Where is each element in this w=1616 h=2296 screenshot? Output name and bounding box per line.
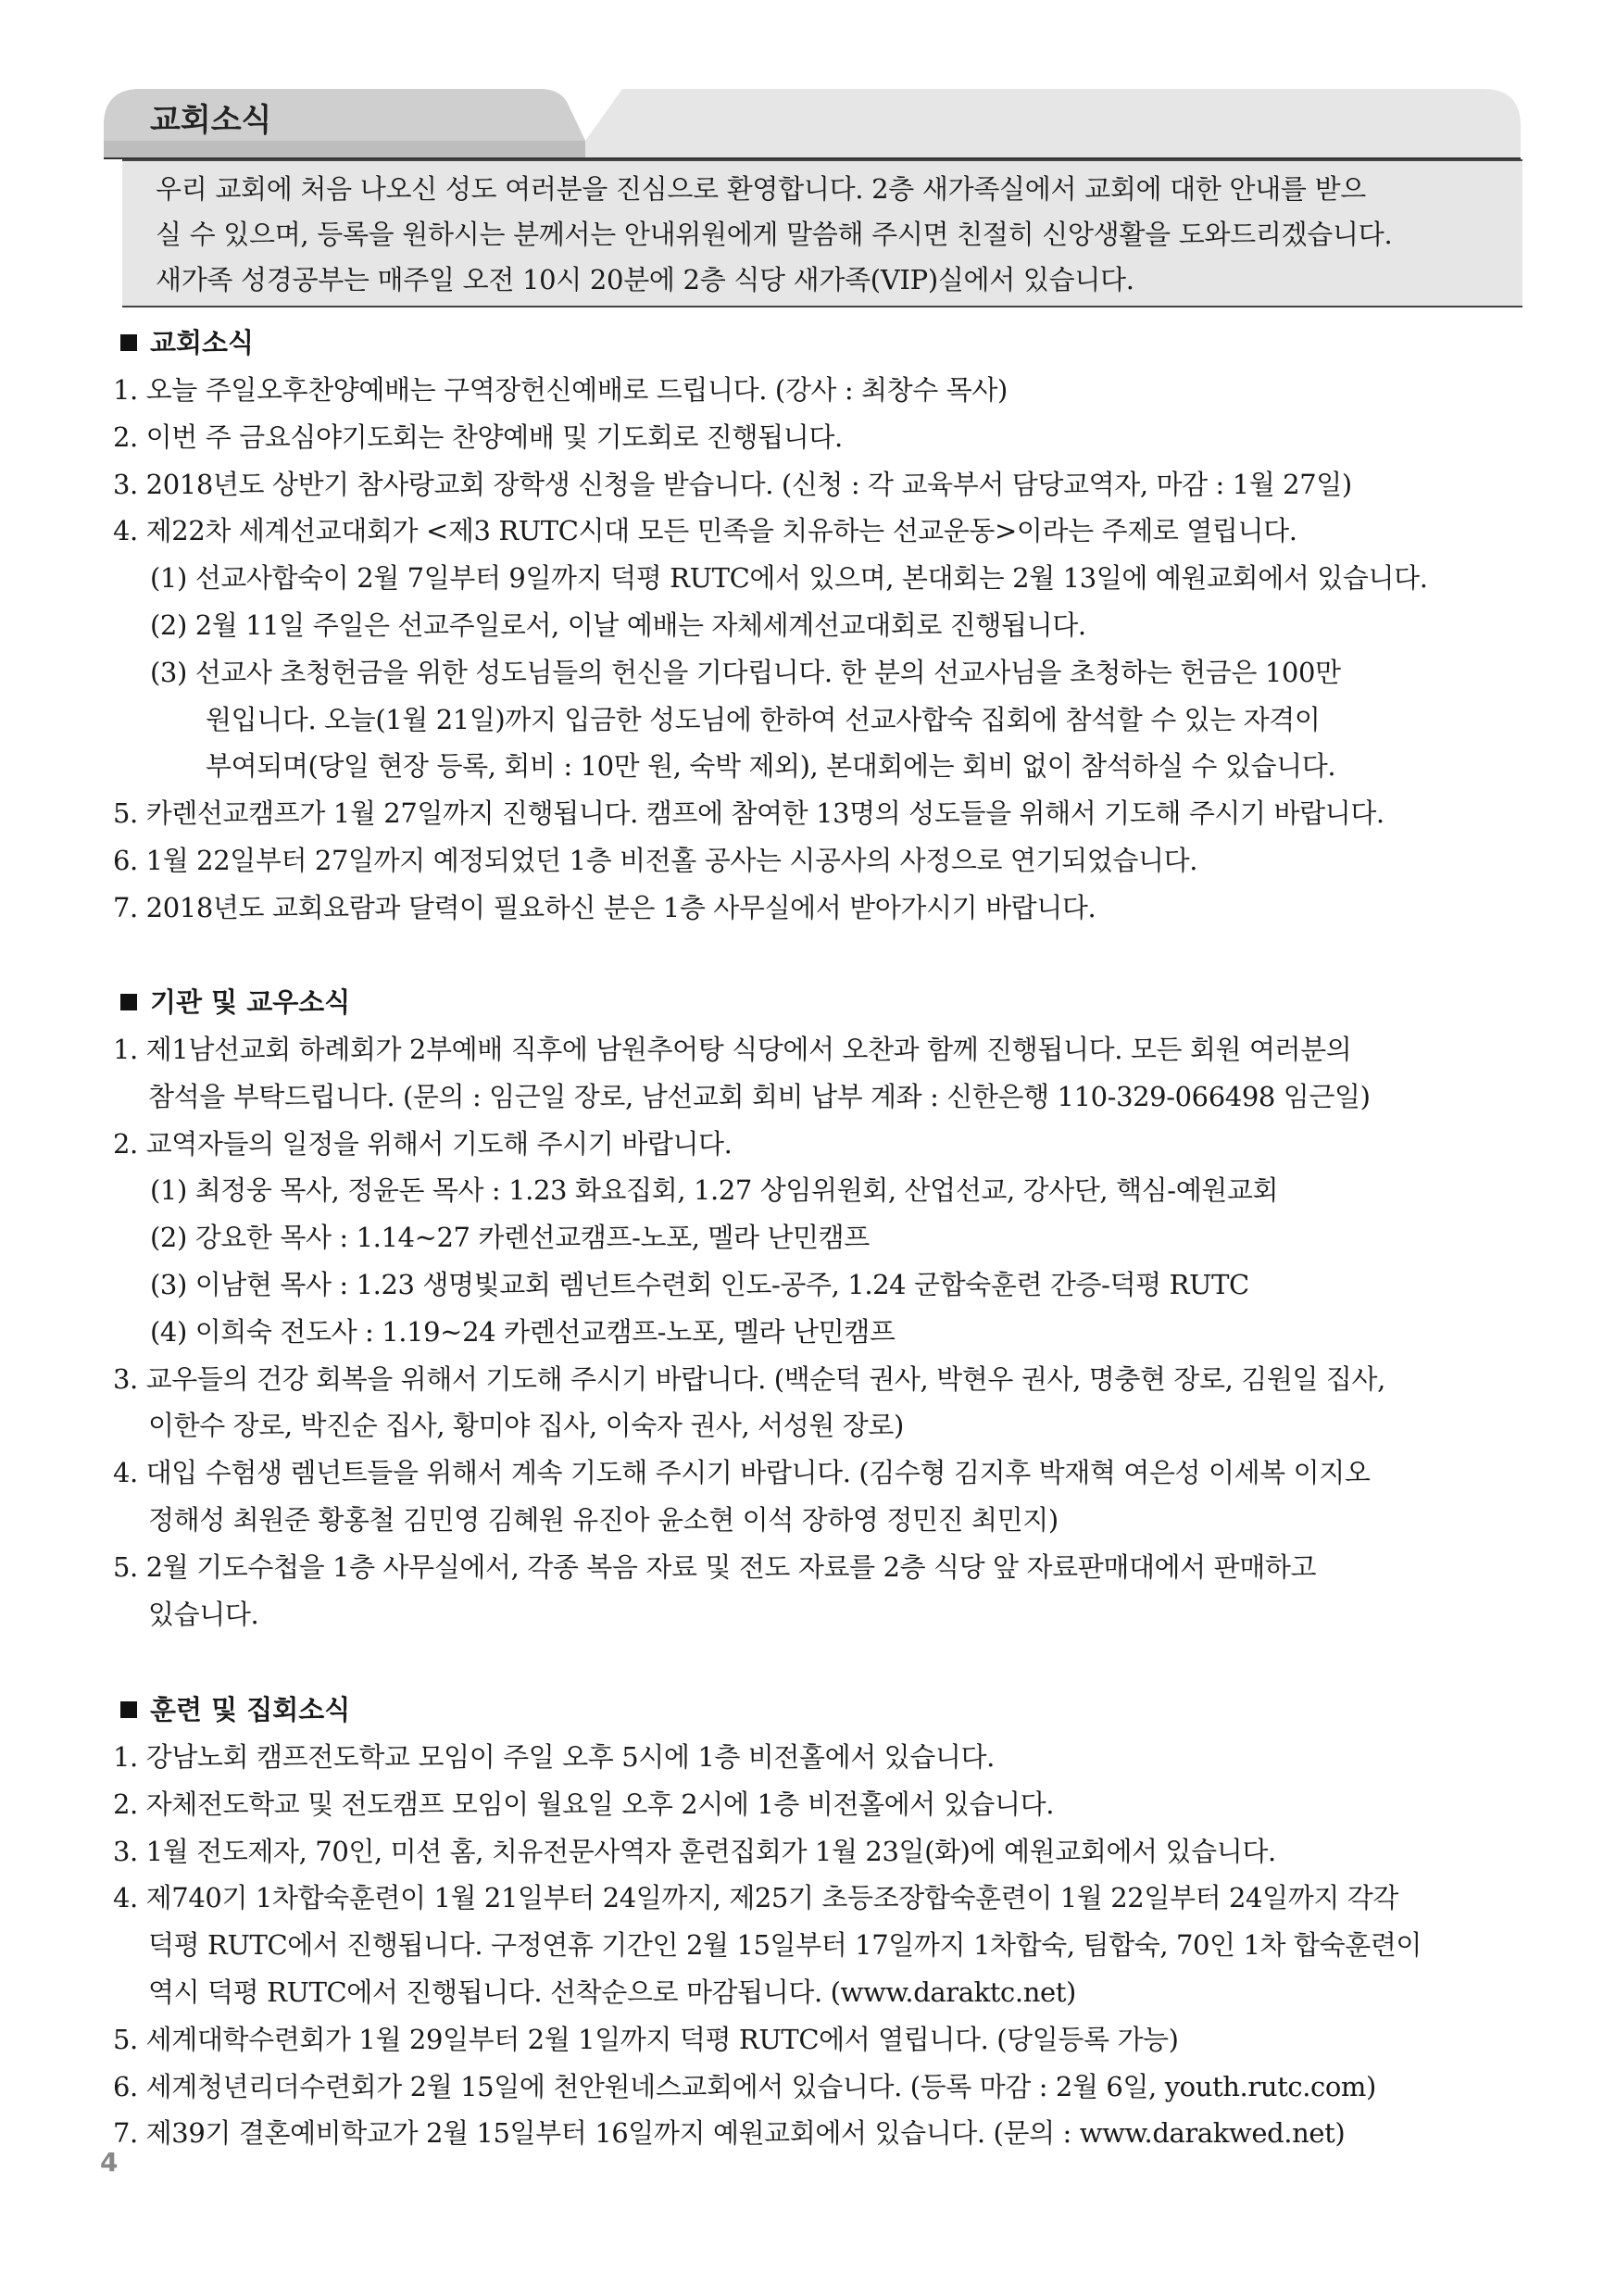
section-title: 교회소식 [150,327,255,358]
list-item: 1. 강남노회 캠프전도학교 모임이 주일 오후 5시에 1층 비전홀에서 있습니다. [113,1741,995,1773]
section-title: 기관 및 교우소식 [150,986,351,1018]
list-item-continued: 있습니다. [148,1598,259,1630]
list-subitem: (1) 최정웅 목사, 정윤돈 목사 : 1.23 화요집회, 1.27 상임위원회, 산업선교, 강사단, 핵심-예원교회 [150,1174,1279,1207]
section-training-news [113,1686,1558,2157]
section-heading [113,319,1558,367]
page-title: 교회소식 [150,102,272,139]
list-subitem: (4) 이희숙 전도사 : 1.19~24 카렌선교캠프-노포, 멜라 난민캠프 [150,1315,896,1348]
list-item-continued: 덕평 RUTC에서 진행됩니다. 구정연휴 기간인 2월 15일부터 17일까지 1차합숙, 팀합숙, 70인 1차 합숙훈련이 [148,1929,1422,1962]
list-subitem: (2) 강요한 목사 : 1.14~27 카렌선교캠프-노포, 멜라 난민캠프 [150,1222,870,1254]
intro-line: 새가족 성경공부는 매주일 오전 10시 20분에 2층 식당 새가족(VIP)실에서 있습니다. [156,264,1134,295]
list-item: 6. 세계청년리더수련회가 2월 15일에 천안원네스교회에서 있습니다. (등록 마감 : 2월 6일, youth.rutc.com) [113,2070,1376,2102]
list-item: 7. 2018년도 교회요람과 달력이 필요하신 분은 1층 사무실에서 받아가시기 바랍니다. [113,891,1096,923]
list-subitem-continued: 부여되며(당일 현장 등록, 회비 : 10만 원, 숙박 제외), 본대회에는 회비 없이 참석하실 수 있습니다. [206,750,1336,783]
page-number: 4 [100,2147,119,2177]
list-item: 2. 교역자들의 일정을 위해서 기도해 주시기 바랍니다. [113,1127,733,1160]
list-subitem-continued: 원입니다. 오늘(1월 21일)까지 입금한 성도님에 한하여 선교사합숙 집회에 참석할 수 있는 자격이 [206,703,1321,735]
list-item: 3. 2018년도 상반기 참사랑교회 장학생 신청을 받습니다. (신청 : 각 교육부서 담당교역자, 마감 : 1월 27일) [113,468,1352,500]
section-heading [113,1686,1558,1734]
list-item-continued: 이한수 장로, 박진순 집사, 황미야 집사, 이숙자 권사, 서성원 장로) [148,1410,904,1442]
header-tab-shape [104,85,1521,159]
list-item: 6. 1월 22일부터 27일까지 예정되었던 1층 비전홀 공사는 시공사의 사정으로 연기되었습니다. [113,844,1198,876]
list-item: 2. 자체전도학교 및 전도캠프 모임이 월요일 오후 2시에 1층 비전홀에서 있습니다. [113,1788,1055,1820]
list-item: 1. 오늘 주일오후찬양예배는 구역장헌신예배로 드립니다. (강사 : 최창수 목사) [113,374,1008,406]
list-item: 4. 제740기 1차합숙훈련이 1월 21일부터 24일까지, 제25기 초등조장합숙훈련이 1월 22일부터 24일까지 각각 [113,1882,1398,1914]
list-item: 5. 2월 기도수첩을 1층 사무실에서, 각종 복음 자료 및 전도 자료를 2층 식당 앞 자료판매대에서 판매하고 [113,1550,1317,1583]
list-item: 4. 대입 수험생 렘넌트들을 위해서 계속 기도해 주시기 바랍니다. (김수형 김지후 박재혁 여은성 이세복 이지오 [113,1457,1371,1489]
list-item: 4. 제22차 세계선교대회가 <제3 RUTC시대 모든 민족을 치유하는 선교운동>이라는 주제로 열립니다. [113,515,1297,547]
list-item: 7. 제39기 결혼예비학교가 2월 15일부터 16일까지 예원교회에서 있습니다. (문의 : www.darakwed.net) [113,2117,1346,2150]
welcome-notice-box [122,159,1522,307]
list-subitem: (1) 선교사합숙이 2월 7일부터 9일까지 덕평 RUTC에서 있으며, 본대회는 2월 13일에 예원교회에서 있습니다. [150,562,1428,595]
intro-line: 우리 교회에 처음 나오신 성도 여러분을 진심으로 환영합니다. 2층 새가족실에서 교회에 대한 안내를 받으 [156,173,1366,205]
list-item: 1. 제1남선교회 하례회가 2부예배 직후에 남원추어탕 식당에서 오찬과 함께 진행됩니다. 모든 회원 여러분의 [113,1034,1352,1065]
list-item: 5. 세계대학수련회가 1월 29일부터 2월 1일까지 덕평 RUTC에서 열립니다. (당일등록 가능) [113,2023,1179,2055]
section-organization-news [113,978,1558,1637]
list-item: 2. 이번 주 금요심야기도회는 찬양예배 및 기도회로 진행됩니다. [113,420,843,453]
square-bullet-icon [120,334,137,351]
list-subitem: (3) 이남현 목사 : 1.23 생명빛교회 렘넌트수련회 인도-공주, 1.24 군합숙훈련 간증-덕평 RUTC [150,1268,1249,1300]
intro-line: 실 수 있으며, 등록을 원하시는 분께서는 안내위원에게 말씀해 주시면 친절히 신앙생활을 도와드리겠습니다. [156,219,1393,250]
list-item-continued: 참석을 부탁드립니다. (문의 : 임근일 장로, 남선교회 회비 납부 계좌 : 신한은행 110-329-066498 임근일) [148,1080,1371,1112]
list-item: 3. 1월 전도제자, 70인, 미션 홈, 치유전문사역자 훈련집회가 1월 23일(화)에 예원교회에서 있습니다. [113,1835,1276,1867]
section-header-tab [104,85,1521,159]
square-bullet-icon [120,994,137,1010]
section-heading [113,978,1558,1026]
list-item: 3. 교우들의 건강 회복을 위해서 기도해 주시기 바랍니다. (백순덕 권사, 박현우 권사, 명충현 장로, 김원일 집사, [113,1362,1385,1395]
list-subitem: (2) 2월 11일 주일은 선교주일로서, 이날 예배는 자체세계선교대회로 진행됩니다. [150,609,1086,641]
list-subitem: (3) 선교사 초청헌금을 위한 성도님들의 헌신을 기다립니다. 한 분의 선교사님을 초청하는 헌금은 100만 [150,656,1341,688]
list-item-continued: 역시 덕평 RUTC에서 진행됩니다. 선착순으로 마감됩니다. (www.daraktc.net) [148,1976,1076,2008]
section-title: 훈련 및 집회소식 [150,1694,351,1725]
square-bullet-icon [120,1701,137,1718]
list-item-continued: 정해성 최원준 황홍철 김민영 김혜원 유진아 윤소현 이석 장하영 정민진 최민지) [148,1503,1059,1536]
section-church-news [113,319,1558,932]
list-item: 5. 카렌선교캠프가 1월 27일까지 진행됩니다. 캠프에 참여한 13명의 성도들을 위해서 기도해 주시기 바랍니다. [113,797,1384,830]
